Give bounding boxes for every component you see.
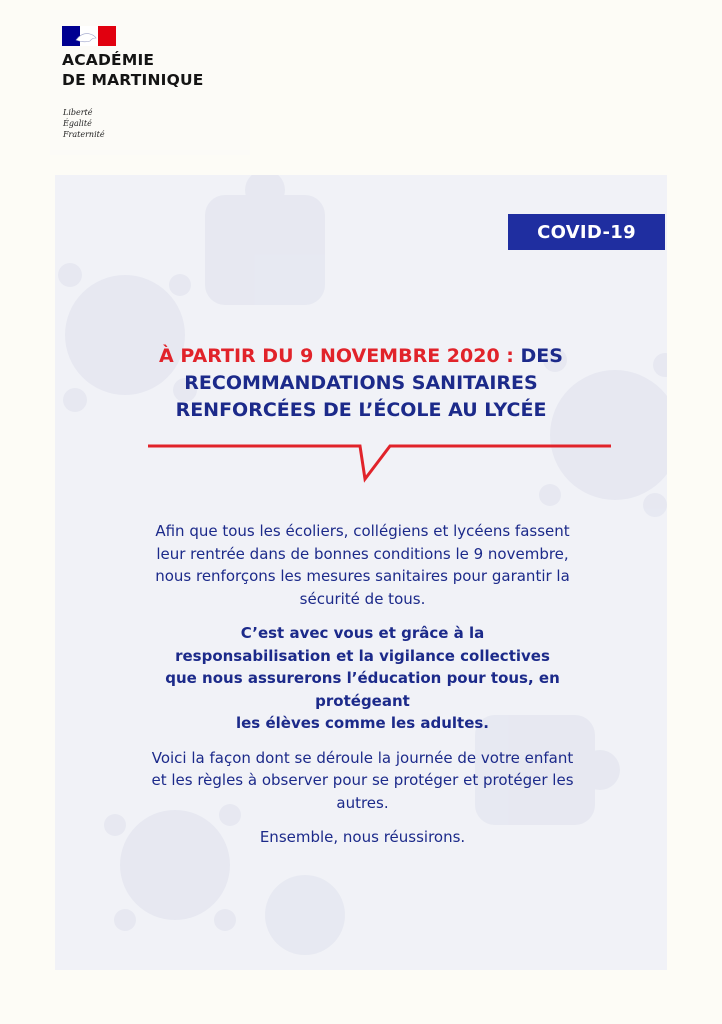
headline bbox=[55, 343, 667, 424]
motto-fraternite: Fraternité bbox=[63, 130, 105, 139]
marianne-flag-icon bbox=[62, 26, 116, 46]
academy-name-line2: DE MARTINIQUE bbox=[62, 71, 204, 89]
headline-part3: RENFORCÉES DE L’ÉCOLE AU LYCÉE bbox=[175, 399, 547, 421]
intro-paragraph: Afin que tous les écoliers, collégiens et lycéens fassent leur rentrée dans de bonnes conditions le 9 novembre, nous renforçons les mesures sanitaires pour garantir la sécurité de tous. bbox=[155, 522, 570, 608]
body-text bbox=[150, 520, 575, 861]
bold-line-5: les élèves comme les adultes. bbox=[235, 714, 490, 732]
motto-liberte: Liberté bbox=[63, 108, 93, 117]
headline-part2: RECOMMANDATIONS SANITAIRES bbox=[184, 372, 538, 394]
headline-part1: DES bbox=[520, 345, 563, 367]
academy-name bbox=[62, 50, 204, 90]
closing-paragraph: Ensemble, nous réussirons. bbox=[259, 828, 466, 846]
headline-date: À PARTIR DU 9 NOVEMBRE 2020 : bbox=[159, 345, 514, 367]
explain-paragraph: Voici la façon dont se déroule la journée de votre enfant et les règles à observer pour se protéger et protéger les autres. bbox=[151, 748, 574, 812]
covid-badge: COVID-19 bbox=[508, 214, 665, 250]
academy-name-line1: ACADÉMIE bbox=[62, 51, 155, 69]
bold-line-3: que nous assurerons l’éducation pour tous, en bbox=[165, 669, 560, 687]
speech-bubble-line bbox=[145, 437, 615, 487]
main-panel bbox=[55, 175, 667, 970]
republic-motto bbox=[63, 107, 105, 140]
marianne-logo-block bbox=[50, 10, 250, 155]
bold-line-1: C’est avec vous et grâce à la bbox=[240, 624, 485, 642]
motto-egalite: Égalité bbox=[63, 119, 92, 128]
bold-line-4: protégeant bbox=[315, 691, 410, 710]
bold-paragraph bbox=[150, 622, 575, 735]
bold-line-2: responsabilisation et la vigilance collectives bbox=[175, 646, 550, 665]
